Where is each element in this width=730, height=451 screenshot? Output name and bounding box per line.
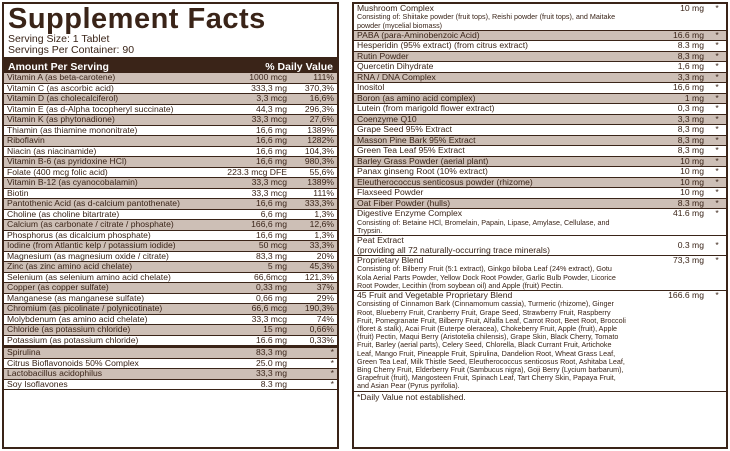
nutrient-amount: 16,6 mg: [255, 199, 287, 209]
nutrient-daily-value: 1282%: [307, 136, 334, 146]
nutrient-name: Barley Grass Powder (aerial plant): [357, 156, 489, 166]
nutrient-amount: 33,3 mcg: [251, 178, 287, 188]
nutrient-daily-value: *: [715, 188, 719, 198]
table-row: [354, 104, 726, 115]
nutrient-daily-value: *: [330, 379, 334, 389]
nutrient-amount: 8.3 mg: [260, 379, 287, 389]
nutrient-daily-value: 1,3%: [314, 209, 334, 219]
nutrient-daily-value: *: [715, 146, 719, 156]
table-row: [354, 188, 726, 199]
nutrient-daily-value: 190,3%: [304, 304, 334, 314]
table-row: [354, 31, 726, 42]
nutrient-amount: 1000 mcg: [249, 73, 287, 83]
nutrient-daily-value: *: [715, 72, 719, 82]
table-row: [4, 294, 337, 305]
nutrient-name: Phosphorus (as dicalcium phosphate): [7, 230, 151, 240]
ingredient-description: Consisting of: Shiitake powder (fruit tops), Reishi powder (fruit tops), and Maitake powder (mycelial biomass): [357, 12, 616, 30]
nutrient-name: Lactobacillus acidophilus: [7, 369, 103, 379]
nutrient-amount: 0,66 mg: [255, 293, 287, 303]
nutrient-amount: 16,6 mg: [255, 146, 287, 156]
nutrient-name: Pantothenic Acid (as d-calcium pantothenate): [7, 199, 180, 209]
nutrient-daily-value: *: [715, 83, 719, 93]
nutrient-name: Niacin (as niacinamide): [7, 146, 97, 156]
ingredient-description: Consisting of Cinnamon Bark (Cinnamomum cassia), Turmeric (rhizome), Ginger Root, Blueberry Fruit, Cranberry Fruit, Grape Seed, Strawberry Fruit, Raspberry Fruit, Pomegranate Fruit, Bilberry Fruit, Alfalfa Leaf, Carrot Root, Beet Root, Broccoli (floret & stalk), Acai Fruit (Euterpe oleracea), Chokeberry Fruit, Apple (fruit), Apple (fruit) Pectin, Maqui Berry (Aristotelia chilensis), Grape Skin, Black Cherry, Tomato Fruit, Barley (aerial parts), Celery Seed, Chlorella, Black Currant Fruit, Artichoke Leaf, Mango Fruit, Pineapple Fruit, Spirulina, Dandelion Root, Wheat Grass Leaf, Green Tea Leaf, Milk Thistle Seed, Eleutherococcus senticosus Root, Ashitaba Leaf, Bing Cherry Fruit, Elderberry Fruit (Sambucus nigra), Goji Berry (Lycium barbarum), Grapefruit (fruit), Mangosteen Fruit, Spinach Leaf, Tart Cherry Skin, Papaya Fruit, and Asian Pear (Pyrus pyrifolia).: [357, 299, 626, 391]
nutrient-name: Vitamin B-12 (as cyanocobalamin): [7, 178, 138, 188]
ingredient-list: [354, 31, 726, 210]
peat-extract-block: [354, 236, 726, 256]
table-row: [4, 115, 337, 126]
ingredient-dv: *: [715, 208, 719, 219]
nutrient-amount: 333,3 mg: [251, 83, 287, 93]
nutrient-amount: 66,6 mcg: [251, 304, 287, 314]
nutrient-daily-value: *: [715, 156, 719, 166]
nutrient-name: Green Tea Leaf 95% Extract: [357, 146, 465, 156]
table-row: [4, 359, 337, 370]
nutrient-name: Selenium (as selenium amino acid chelate): [7, 272, 171, 282]
nutrient-amount: 8.3 mg: [677, 198, 704, 208]
ingredient-name: 45 Fruit and Vegetable Proprietary Blend: [357, 289, 513, 300]
table-row: [4, 336, 337, 347]
nutrient-name: Vitamin B-6 (as pyridoxine HCl): [7, 157, 127, 167]
table-row: [354, 115, 726, 126]
table-row: [354, 73, 726, 84]
nutrient-daily-value: *: [715, 62, 719, 72]
nutrient-amount: 16.6 mg: [672, 30, 704, 40]
nutrient-daily-value: 37%: [316, 283, 334, 293]
nutrient-name: Vitamin A (as beta-carotene): [7, 73, 116, 83]
nutrient-daily-value: *: [715, 177, 719, 187]
table-row: [354, 157, 726, 168]
nutrient-name: Vitamin K (as phytonadione): [7, 115, 115, 125]
nutrient-amount: 66,6mcg: [254, 272, 287, 282]
nutrient-amount: 83,3 mg: [255, 251, 287, 261]
ingredient-name: Proprietary Blend: [357, 254, 424, 265]
nutrient-name: PABA (para-Aminobenzoic Acid): [357, 30, 480, 40]
nutrient-amount: 3,3 mg: [677, 72, 704, 82]
nutrient-amount: 10 mg: [680, 167, 704, 177]
nutrient-amount: 16,6 mg: [255, 157, 287, 167]
nutrient-daily-value: *: [715, 167, 719, 177]
table-row: [354, 125, 726, 136]
ingredient-dv: *: [715, 239, 719, 250]
table-row: [4, 231, 337, 242]
nutrient-daily-value: 296,3%: [304, 104, 334, 114]
nutrient-amount: 3,3 mcg: [256, 94, 287, 104]
table-row: [4, 210, 337, 221]
servings-per-container: Servings Per Container: 90: [8, 44, 135, 56]
nutrient-name: Flaxseed Powder: [357, 188, 424, 198]
nutrient-daily-value: 980,3%: [304, 157, 334, 167]
nutrient-name: RNA / DNA Complex: [357, 72, 436, 82]
panel-title: Supplement Facts: [8, 3, 266, 35]
nutrient-daily-value: 1,3%: [314, 230, 334, 240]
nutrient-daily-value: 45,3%: [309, 262, 334, 272]
table-row: [354, 94, 726, 105]
fruit-vegetable-blend-block: [354, 291, 726, 392]
nutrient-amount: 1 mg: [684, 93, 704, 103]
table-row: [4, 380, 337, 391]
nutrient-daily-value: *: [330, 348, 334, 358]
nutrient-name: Folate (400 mcg folic acid): [7, 167, 108, 177]
nutrient-amount: 16,6 mg: [255, 136, 287, 146]
column-header: [4, 61, 337, 73]
ingredient-amount: 41.6 mg: [672, 208, 704, 219]
table-row: [354, 146, 726, 157]
nutrient-name: Coenzyme Q10: [357, 114, 417, 124]
nutrient-daily-value: 74%: [316, 314, 334, 324]
nutrient-amount: 5 mg: [267, 262, 287, 272]
table-row: [4, 178, 337, 189]
nutrient-name: Biotin: [7, 188, 29, 198]
nutrient-name: Vitamin D (as cholecalciferol): [7, 94, 119, 104]
nutrient-daily-value: *: [715, 93, 719, 103]
nutrient-name: Quercetin Dihydrate: [357, 62, 434, 72]
nutrient-daily-value: 104,3%: [304, 146, 334, 156]
serving-size: Serving Size: 1 Tablet: [8, 33, 110, 45]
nutrient-amount: 8,3 mg: [677, 135, 704, 145]
nutrient-name: Riboflavin: [7, 136, 45, 146]
nutrient-daily-value: 27,6%: [309, 115, 334, 125]
nutrient-daily-value: 55,6%: [309, 167, 334, 177]
nutrient-amount: 0,3 mg: [677, 104, 704, 114]
nutrient-name: Soy Isoflavones: [7, 379, 68, 389]
nutrient-name: Vitamin E (as d-Alpha tocopheryl succinate): [7, 104, 174, 114]
nutrient-daily-value: 12,6%: [309, 220, 334, 230]
ingredient-amount: 10 mg: [680, 3, 704, 13]
ingredient-description: Consisting of: Betaine HCl, Bromelain, Papain, Lipase, Amylase, Cellulase, and Trypsin.: [357, 217, 610, 235]
footnote: *Daily Value not established.: [357, 391, 466, 402]
nutrient-name: Boron (as amino acid complex): [357, 93, 476, 103]
nutrient-daily-value: 111%: [313, 73, 334, 83]
table-row: [4, 199, 337, 210]
nutrient-amount: 8,3 mg: [677, 146, 704, 156]
nutrient-name: Grape Seed 95% Extract: [357, 125, 453, 135]
table-row: [4, 220, 337, 231]
nutrient-daily-value: 111%: [313, 188, 334, 198]
nutrient-name: Choline (as choline bitartrate): [7, 209, 120, 219]
nutrient-name: Magnesium (as magnesium oxide / citrate): [7, 251, 169, 261]
nutrient-daily-value: *: [715, 30, 719, 40]
table-row: [4, 147, 337, 158]
nutrient-amount: 33,3 mcg: [251, 188, 287, 198]
table-row: [354, 178, 726, 189]
ingredient-dv: *: [715, 3, 719, 13]
nutrient-amount: 10 mg: [680, 188, 704, 198]
nutrient-daily-value: *: [715, 51, 719, 61]
ingredient-dv: *: [715, 254, 719, 265]
nutrient-daily-value: 20%: [316, 251, 334, 261]
table-row: [4, 94, 337, 105]
nutrient-daily-value: 1389%: [307, 178, 334, 188]
table-row: [354, 83, 726, 94]
header-amount: Amount Per Serving: [8, 61, 109, 73]
table-row: [4, 369, 337, 380]
nutrient-daily-value: *: [715, 135, 719, 145]
nutrient-name: Chloride (as potassium chloride): [7, 325, 131, 335]
nutrient-amount: 33,3 mg: [255, 369, 287, 379]
nutrient-daily-value: 0,66%: [309, 325, 334, 335]
nutrient-amount: 15 mg: [263, 325, 287, 335]
nutrient-amount: 25.0 mg: [255, 358, 287, 368]
nutrient-name: Spirulina: [7, 348, 41, 358]
nutrient-daily-value: *: [330, 369, 334, 379]
nutrient-list: [4, 73, 337, 346]
nutrient-name: Inositol: [357, 83, 385, 93]
nutrient-name: Molybdenum (as amino acid chelate): [7, 314, 148, 324]
table-row: [4, 126, 337, 137]
table-row: [4, 105, 337, 116]
supplement-facts-right-panel: [352, 2, 728, 449]
ingredient-dv: *: [715, 289, 719, 300]
nutrient-name: Lutein (from marigold flower extract): [357, 104, 495, 114]
nutrient-name: Eleutherococcus senticosus powder (rhizome): [357, 177, 533, 187]
nutrient-name: Panax ginseng Root (10% extract): [357, 167, 488, 177]
table-row: [354, 41, 726, 52]
nutrient-name: Potassium (as potassium chloride): [7, 335, 139, 345]
nutrient-amount: 10 mg: [680, 177, 704, 187]
nutrient-daily-value: *: [715, 114, 719, 124]
table-row: [4, 157, 337, 168]
nutrient-daily-value: 33,3%: [309, 241, 334, 251]
nutrient-amount: 1,6 mg: [677, 62, 704, 72]
table-row: [4, 325, 337, 336]
nutrient-daily-value: 370,3%: [304, 83, 334, 93]
nutrient-daily-value: *: [715, 41, 719, 51]
nutrient-amount: 44,3 mg: [255, 104, 287, 114]
ingredient-name: Mushroom Complex: [357, 3, 434, 13]
nutrient-daily-value: 29%: [316, 293, 334, 303]
nutrient-name: Thiamin (as thiamine mononitrate): [7, 125, 138, 135]
nutrient-amount: 3,3 mg: [677, 114, 704, 124]
nutrient-amount: 16.6 mg: [255, 335, 287, 345]
nutrient-amount: 8,3 mg: [677, 51, 704, 61]
nutrient-amount: 16,6 mg: [255, 125, 287, 135]
nutrient-name: Calcium (as carbonate / citrate / phosphate): [7, 220, 174, 230]
nutrient-amount: 8,3 mg: [677, 125, 704, 135]
nutrient-amount: 6,6 mg: [260, 209, 287, 219]
other-ingredient-list: [4, 346, 337, 390]
mushroom-complex-block: [354, 4, 726, 31]
nutrient-amount: 33,3 mcg: [251, 314, 287, 324]
table-row: [354, 62, 726, 73]
supplement-facts-left-panel: [2, 2, 339, 449]
nutrient-name: Vitamin C (as ascorbic acid): [7, 83, 114, 93]
table-row: [4, 273, 337, 284]
nutrient-name: Chromium (as picolinate / polynicotinate): [7, 304, 163, 314]
table-row: [4, 262, 337, 273]
table-row: [354, 167, 726, 178]
table-row: [4, 252, 337, 263]
nutrient-amount: 16,6 mg: [255, 230, 287, 240]
nutrient-name: Zinc (as zinc amino acid chelate): [7, 262, 133, 272]
nutrient-name: Copper (as copper sulfate): [7, 283, 109, 293]
nutrient-amount: 16,6 mg: [672, 83, 704, 93]
nutrient-name: Iodine (from Atlantic kelp / potassium iodide): [7, 241, 176, 251]
nutrient-name: Manganese (as manganese sulfate): [7, 293, 145, 303]
ingredient-name: Peat Extract: [357, 235, 404, 246]
proprietary-blend-block: [354, 256, 726, 291]
ingredient-description: Consisting of: Bilberry Fruit (5:1 extract), Ginkgo biloba Leaf (24% extract), Gotu Kola Aerial Parts Powder, Yellow Dock Root Powder, Garlic Bulb Powder, Licorice Root Powder, Lecithin (from soybean oil) and Apple (fruit) Pectin.: [357, 264, 616, 290]
table-row: [4, 241, 337, 252]
table-row: [4, 136, 337, 147]
nutrient-daily-value: 333,3%: [304, 199, 334, 209]
ingredient-amount: 73,3 mg: [672, 254, 704, 265]
nutrient-daily-value: *: [715, 198, 719, 208]
table-row: [4, 304, 337, 315]
nutrient-daily-value: 16,6%: [309, 94, 334, 104]
nutrient-amount: 0,33 mg: [255, 283, 287, 293]
ingredient-name: Digestive Enzyme Complex: [357, 208, 463, 219]
nutrient-amount: 10 mg: [680, 156, 704, 166]
nutrient-name: Hesperidin (95% extract) (from citrus extract): [357, 41, 528, 51]
nutrient-name: Rutin Powder: [357, 51, 409, 61]
nutrient-name: Masson Pine Bark 95% Extract: [357, 135, 476, 145]
nutrient-amount: 33,3 mcg: [251, 115, 287, 125]
ingredient-amount: 0.3 mg: [677, 239, 704, 250]
ingredient-amount: 166.6 mg: [668, 289, 704, 300]
header-daily-value: % Daily Value: [265, 61, 333, 73]
nutrient-daily-value: 1389%: [307, 125, 334, 135]
nutrient-daily-value: *: [330, 358, 334, 368]
table-row: [4, 84, 337, 95]
nutrient-amount: 50 mcg: [258, 241, 287, 251]
nutrient-daily-value: 0,33%: [309, 335, 334, 345]
ingredient-description: (providing all 72 naturally-occurring trace minerals): [357, 244, 550, 255]
digestive-enzyme-block: [354, 209, 726, 236]
nutrient-daily-value: *: [715, 125, 719, 135]
table-row: [4, 73, 337, 84]
table-row: [4, 315, 337, 326]
table-row: [4, 348, 337, 359]
table-row: [354, 52, 726, 63]
table-row: [4, 189, 337, 200]
nutrient-amount: 83,3 mg: [255, 348, 287, 358]
nutrient-amount: 166,6 mg: [251, 220, 287, 230]
nutrient-name: Oat Fiber Powder (hulls): [357, 198, 451, 208]
nutrient-amount: 223.3 mcg DFE: [227, 167, 287, 177]
nutrient-daily-value: *: [715, 104, 719, 114]
table-row: [354, 136, 726, 147]
table-row: [4, 283, 337, 294]
table-row: [4, 168, 337, 179]
nutrient-daily-value: 121,3%: [304, 272, 334, 282]
nutrient-name: Citrus Bioflavonoids 50% Complex: [7, 358, 139, 368]
nutrient-amount: 8.3 mg: [677, 41, 704, 51]
